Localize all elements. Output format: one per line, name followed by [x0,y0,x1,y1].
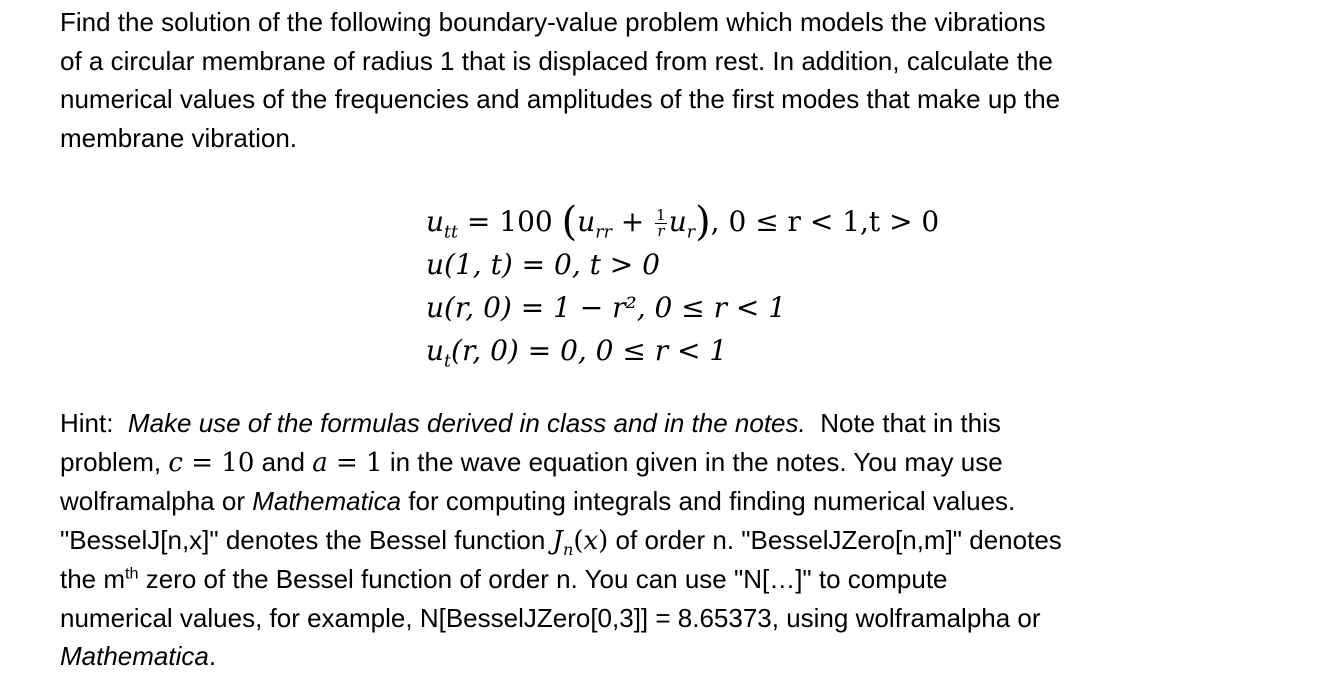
c-value: 10 [221,447,255,478]
pde-domain: , 0 ≤ r < 1,t > 0 [710,205,940,238]
hint-line-2: problem, c = 10 and a = 1 in the wave equation given in the notes. You may use [60,446,1003,478]
hint-line-6: numerical values, for example, N[BesselJZero[0,3]] = 8.65373, using wolframalpha or [60,602,1041,633]
one-over-r-fraction: $\frac{1}{r}$ [656,206,666,240]
initial-displacement: u(r, 0) = 1 − r², 0 ≤ r < 1 [426,291,787,324]
initial-velocity: $u_t(r$, 0) = 0, 0 ≤ r < 1 [426,334,728,372]
a-value: 1 [366,447,383,478]
hint-line-5: the $m^{th}$ zero of the Bessel function of order n. You can use "N[…]" to compute [60,564,948,594]
hint-line-1: Hint: Make use of the formulas derived in class and in the notes. Note that in this [60,408,1001,438]
hint-line-3: wolframalpha or Mathematica for computing integrals and finding numerical values. [60,486,1016,516]
problem-statement: Find the solution of the following boundary-value problem which models the vibrations of a circular membrane of radius 1 that is displaced from rest. In addition, calculate the numerical values of the frequencies and amplitudes of the first modes that make up the membrane vibration. [60,7,1061,153]
hint-label: Hint: [60,408,114,438]
mathematica-name: Mathematica [252,486,402,516]
hint-block [60,404,1062,676]
hint-line-7: Mathematica. [60,641,217,671]
hint-line-4: "BesselJ[n,x]" denotes the Bessel function $J_n(x)$ of order n. "BesselJZero[n,m]" denotes [60,524,1062,559]
equation-block [426,200,939,372]
pde-coefficient: 100 [499,205,553,238]
pde-equation: $u_{tt} = 100$ ($u_{rr}$ + $\frac{1}{r}$ $u_r$), 0 ≤ r < 1,t > 0 [426,199,940,245]
hint-emphasis: Make use of the formulas derived in class and in the notes. [127,408,806,438]
boundary-condition: u(1, t) = 0, t > 0 [426,248,660,281]
